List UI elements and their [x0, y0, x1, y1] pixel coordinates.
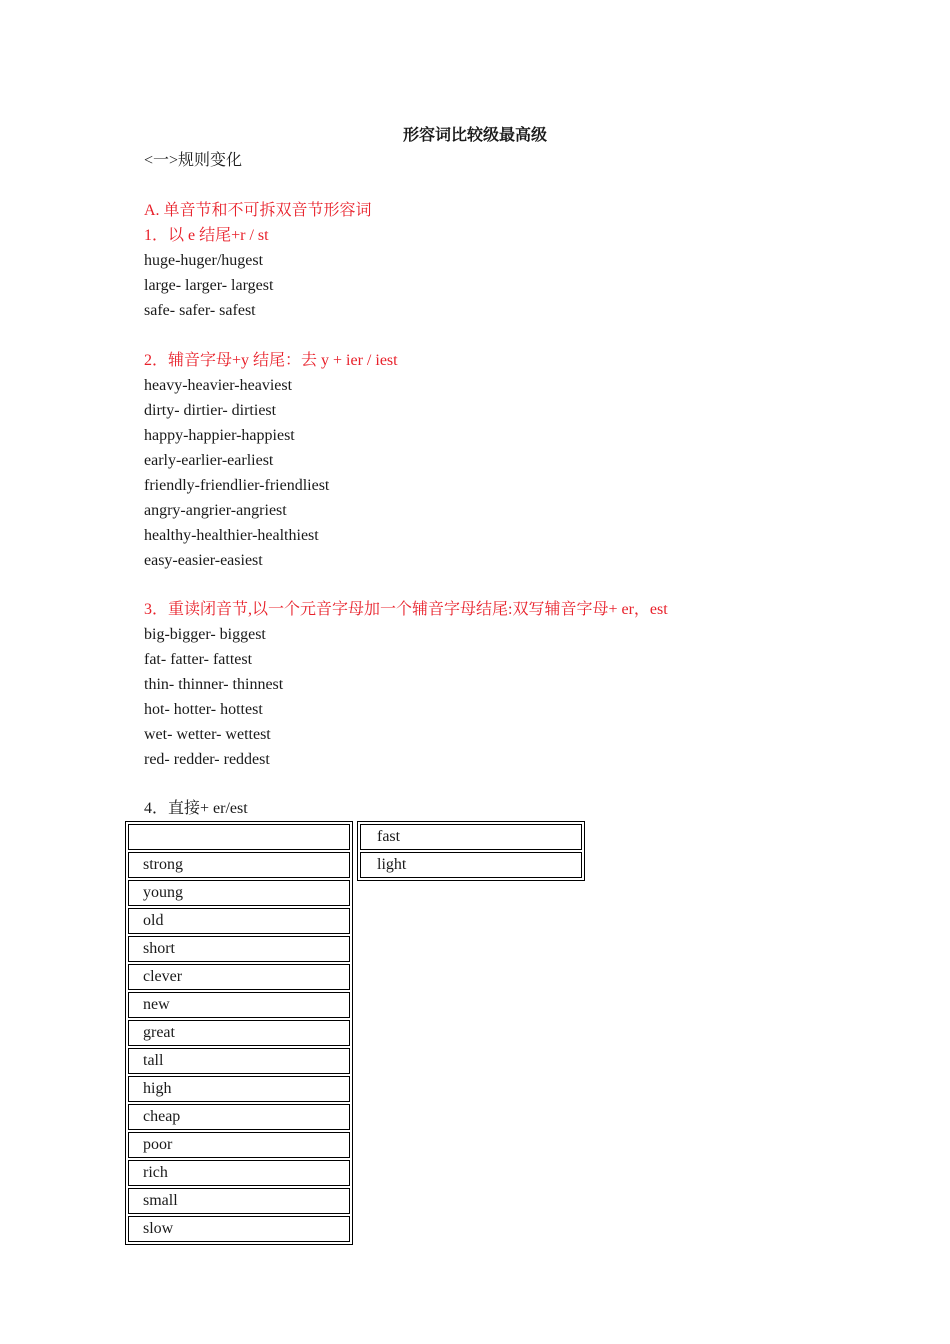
- table-row: [128, 1020, 350, 1046]
- rule3-item: hot- hotter- hottest: [144, 701, 263, 718]
- table-cell: clever: [128, 964, 350, 990]
- rule3-item: wet- wetter- wettest: [144, 726, 271, 743]
- rule2-item: healthy-healthier-healthiest: [144, 527, 319, 544]
- rule1-item: huge-huger/hugest: [144, 252, 264, 269]
- rule3-item: thin- thinner- thinnest: [144, 676, 284, 693]
- table-row: [360, 824, 582, 850]
- table-row: [128, 1160, 350, 1186]
- page-title: 形容词比较级最高级: [402, 127, 547, 144]
- rule2-item: happy-happier-happiest: [144, 427, 295, 444]
- table-cell: fast: [360, 824, 582, 850]
- table-cell: tall: [128, 1048, 350, 1074]
- word-table-right: [357, 821, 585, 881]
- table-cell: great: [128, 1020, 350, 1046]
- rule2-heading: 2．辅音字母+y 结尾：去 y + ier / iest: [144, 352, 398, 369]
- table-cell: old: [128, 908, 350, 934]
- rule2-item: heavy-heavier-heaviest: [144, 377, 293, 394]
- table-cell: new: [128, 992, 350, 1018]
- rule2-item: early-earlier-earliest: [144, 452, 274, 469]
- table-row: [128, 880, 350, 906]
- rule3-item: fat- fatter- fattest: [144, 651, 253, 668]
- rule1-item: safe- safer- safest: [144, 302, 256, 319]
- rule3-item: red- redder- reddest: [144, 751, 270, 768]
- table-row: [360, 852, 582, 878]
- rule2-item: dirty- dirtier- dirtiest: [144, 402, 277, 419]
- table-cell: small: [128, 1188, 350, 1214]
- table-row: [128, 992, 350, 1018]
- table-row: [128, 824, 350, 850]
- rule1-heading: 1．以 e 结尾+r / st: [144, 227, 269, 244]
- table-row: [128, 908, 350, 934]
- table-row: [128, 1216, 350, 1242]
- table-row: [128, 852, 350, 878]
- table-cell: strong: [128, 852, 350, 878]
- table-cell: rich: [128, 1160, 350, 1186]
- rule3-item: big-bigger- biggest: [144, 626, 266, 643]
- rule2-item: friendly-friendlier-friendliest: [144, 477, 330, 494]
- table-cell: [128, 824, 350, 850]
- word-table-left: [125, 821, 353, 1245]
- rule2-item: angry-angrier-angriest: [144, 502, 287, 519]
- table-cell: slow: [128, 1216, 350, 1242]
- table-row: [128, 1048, 350, 1074]
- table-cell: young: [128, 880, 350, 906]
- rule2-item: easy-easier-easiest: [144, 552, 263, 569]
- table-row: [128, 964, 350, 990]
- table-row: [128, 1104, 350, 1130]
- rule1-item: large- larger- largest: [144, 277, 274, 294]
- section-heading: <一>规则变化: [144, 152, 243, 169]
- rule3-heading: 3．重读闭音节,以一个元音字母加一个辅音字母结尾:双写辅音字母+ er，est: [144, 601, 668, 618]
- table-cell: cheap: [128, 1104, 350, 1130]
- table-cell: short: [128, 936, 350, 962]
- table-row: [128, 1188, 350, 1214]
- table-cell: light: [360, 852, 582, 878]
- table-row: [128, 1132, 350, 1158]
- table-cell: poor: [128, 1132, 350, 1158]
- subsection-a-heading: A. 单音节和不可拆双音节形容词: [144, 202, 372, 219]
- table-row: [128, 1076, 350, 1102]
- table-cell: high: [128, 1076, 350, 1102]
- rule4-heading: 4．直接+ er/est: [144, 800, 248, 817]
- table-row: [128, 936, 350, 962]
